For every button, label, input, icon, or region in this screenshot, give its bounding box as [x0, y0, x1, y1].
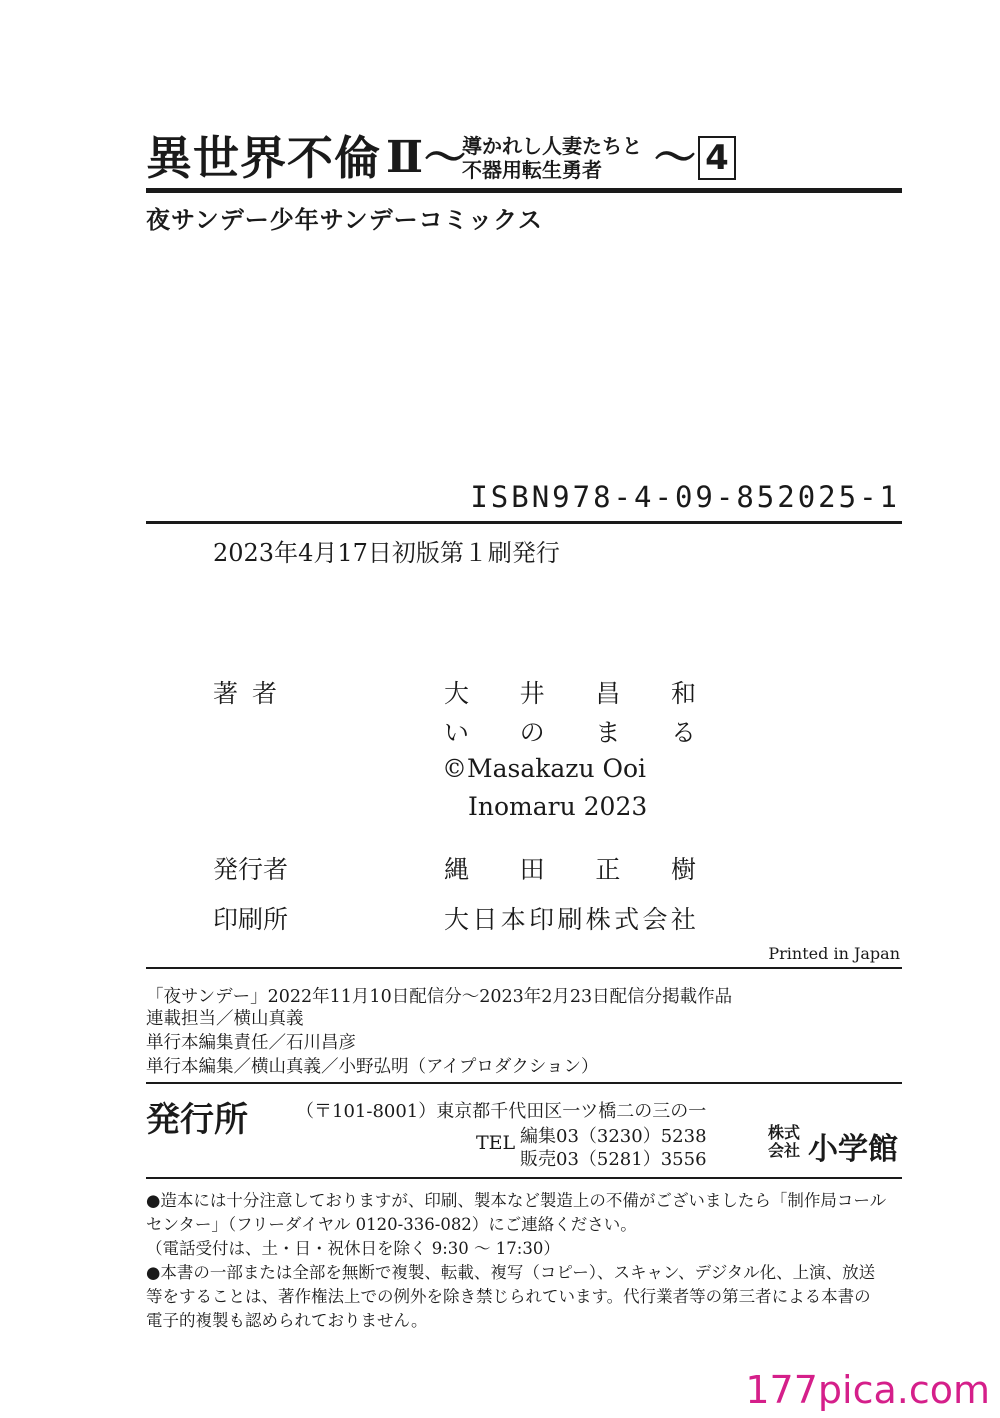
publisher-label: 発行所	[146, 1100, 248, 1140]
printer-name	[444, 900, 696, 936]
company-type-line-2: 会社	[768, 1141, 801, 1160]
publisher-person-label: 発行者	[213, 855, 289, 884]
serial-info-line: 単行本編集責任／石川昌彦	[146, 1033, 356, 1053]
book-subtitle-line-1: 導かれし人妻たちと	[462, 134, 642, 158]
book-subtitle-line-2: 不器用転生勇者	[462, 158, 602, 182]
tel-sales: 販売03（5281）3556	[520, 1149, 707, 1170]
author-name-2-char: い	[444, 718, 470, 747]
serial-info-line: 単行本編集／横山真義／小野弘明（アイプロダクション）	[146, 1057, 599, 1077]
title-tilde-open: ～	[424, 133, 467, 182]
book-title: 異世界不倫	[146, 131, 381, 185]
author-name-2-char: の	[519, 718, 545, 747]
author-name-1-char: 和	[670, 679, 696, 708]
printer-char: 刷	[557, 905, 583, 934]
printer-char: 会	[642, 905, 668, 934]
printer-label: 印刷所	[213, 905, 289, 934]
publisher-address: （〒101-8001）東京都千代田区一ツ橋二の三の一	[296, 1101, 707, 1122]
author-name-2-char: ま	[595, 718, 621, 747]
serial-info-line: 連載担当／横山真義	[146, 1009, 304, 1029]
author-label: 著者	[213, 679, 292, 708]
notice-line: センター」（フリーダイヤル 0120-336-082）にご連絡ください。	[146, 1215, 637, 1234]
publisher-person-char: 縄	[444, 855, 470, 884]
book-title-roman-numeral: Ⅱ	[386, 132, 424, 183]
author-name-1-char: 昌	[595, 679, 621, 708]
author-name-2	[444, 713, 696, 749]
printer-char: 大	[444, 905, 470, 934]
copyright-line-2: Inomaru 2023	[468, 792, 648, 821]
notice-line: ●本書の一部または全部を無断で複製、転載、複写（コピー）、スキャン、デジタル化、上演、放送	[146, 1263, 876, 1282]
notice-line: ●造本には十分注意しておりますが、印刷、製本など製造上の不備がございましたら「制作局コール	[146, 1191, 887, 1210]
copyright-line-1: ©Masakazu Ooi	[442, 754, 647, 783]
author-name-1	[444, 674, 696, 710]
notice-divider	[146, 1177, 902, 1179]
printer-char: 式	[614, 905, 640, 934]
publisher-divider	[146, 1082, 902, 1084]
title-tilde-close: ～	[654, 133, 697, 182]
volume-number: 4	[698, 136, 736, 180]
publisher-person-char: 田	[519, 855, 545, 884]
publisher-person-char: 樹	[670, 855, 696, 884]
tel-editorial: 編集03（3230）5238	[520, 1126, 707, 1147]
author-name-1-char: 大	[444, 679, 470, 708]
printer-char: 日	[472, 905, 498, 934]
publisher-person-char: 正	[595, 855, 621, 884]
printed-in-japan: Printed in Japan	[768, 944, 900, 963]
tel-label: TEL	[476, 1132, 516, 1154]
printer-char: 印	[529, 905, 555, 934]
printer-char: 本	[500, 905, 526, 934]
serial-info-line: 「夜サンデー」2022年11月10日配信分～2023年2月23日配信分掲載作品	[146, 987, 733, 1007]
publication-date: 2023年4月17日初版第１刷発行	[213, 539, 560, 567]
isbn: ISBN978-4-09-852025-1	[470, 480, 900, 514]
publisher-person-name	[444, 850, 696, 886]
series-name: 夜サンデー少年サンデーコミックス	[146, 206, 543, 234]
isbn-divider	[146, 521, 902, 524]
printer-char: 株	[585, 905, 611, 934]
printer-char: 社	[670, 905, 696, 934]
company-type-line-1: 株式	[768, 1123, 801, 1142]
notice-line: （電話受付は、土・日・祝休日を除く 9:30 ～ 17:30）	[146, 1239, 560, 1258]
notice-line: 電子的複製も認められておりません。	[146, 1311, 428, 1330]
author-name-1-char: 井	[519, 679, 545, 708]
title-divider	[146, 188, 902, 193]
notice-line: 等をすることは、著作権法上での例外を除き禁じられています。代行業者等の第三者による本書の	[146, 1287, 871, 1306]
serial-info-divider	[146, 967, 902, 969]
publisher-company-name: 小学館	[808, 1132, 898, 1167]
site-watermark: 177pica.com	[745, 1368, 990, 1412]
author-name-2-char: る	[670, 718, 696, 747]
